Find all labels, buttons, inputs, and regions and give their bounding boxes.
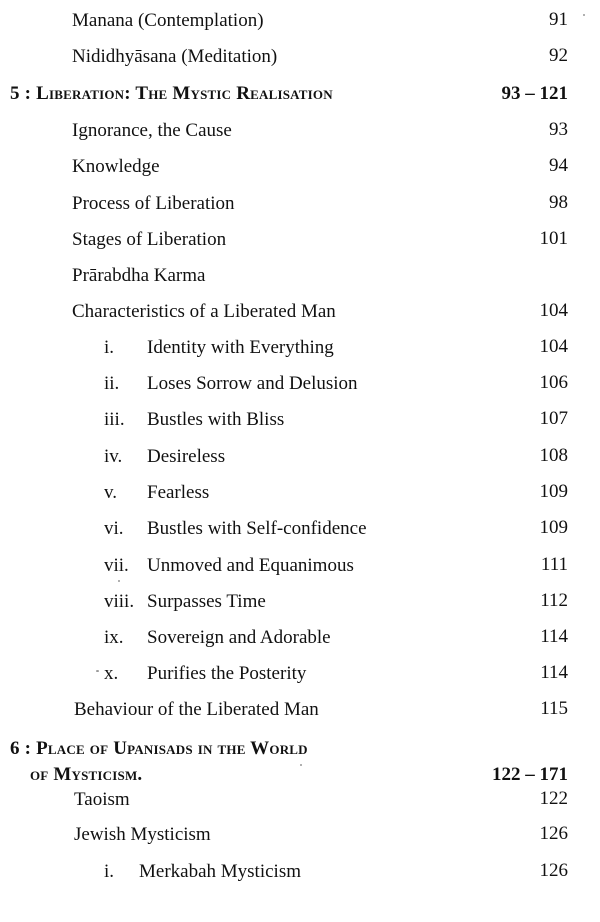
subentry-number: i. xyxy=(104,861,115,882)
toc-entry-page: 122 xyxy=(539,788,568,809)
toc-entry-page: 126 xyxy=(539,823,568,844)
toc-entry-label: Knowledge xyxy=(72,156,160,177)
toc-entry-page: 94 xyxy=(549,155,568,176)
toc-entry-page: 126 xyxy=(539,860,568,881)
toc-entry-page: 112 xyxy=(540,590,568,611)
subentry-number: vi. xyxy=(104,518,124,539)
toc-entry-page: 114 xyxy=(540,662,568,683)
toc-entry-page: 114 xyxy=(540,626,568,647)
toc-entry-page: 93 xyxy=(549,119,568,140)
toc-entry-page: 109 xyxy=(539,517,568,538)
chapter-heading: 6 : Place of Upanisads in the World xyxy=(10,738,308,759)
toc-subentry xyxy=(104,590,266,614)
toc-entry-page: 108 xyxy=(539,445,568,466)
subentry-label: Loses Sorrow and Delusion xyxy=(147,373,358,394)
toc-entry-label: Ignorance, the Cause xyxy=(72,120,232,141)
subentry-label: Bustles with Bliss xyxy=(147,409,285,430)
subentry-number: iii. xyxy=(104,409,125,430)
toc-entry-page: 104 xyxy=(539,336,568,357)
scan-speck xyxy=(583,14,585,16)
subentry-number: x. xyxy=(104,663,119,684)
toc-subentry xyxy=(104,626,331,650)
subentry-label: Merkabah Mysticism xyxy=(139,861,302,882)
toc-entry-label: Process of Liberation xyxy=(72,193,235,214)
scan-speck xyxy=(118,580,120,582)
toc-subentry xyxy=(104,554,354,578)
chapter-heading-continued: of Mysticism. xyxy=(30,764,143,785)
subentry-label: Sovereign and Adorable xyxy=(147,627,331,648)
toc-entry-page: 92 xyxy=(549,45,568,66)
toc-entry-label: Jewish Mysticism xyxy=(74,824,211,845)
toc-entry-page: 111 xyxy=(540,554,568,575)
toc-subentry xyxy=(104,662,306,686)
subentry-number: ii. xyxy=(104,373,120,394)
toc-entry-page: 91 xyxy=(549,9,568,30)
subentry-label: Unmoved and Equanimous xyxy=(147,555,354,576)
toc-entry-label: Prārabdha Karma xyxy=(72,265,206,286)
subentry-label: Fearless xyxy=(147,482,210,503)
toc-subentry xyxy=(104,445,225,469)
chapter-page-range: 122 – 171 xyxy=(492,764,568,785)
subentry-number: ix. xyxy=(104,627,124,648)
chapter-heading: 5 : Liberation: The Mystic Realisation xyxy=(10,83,333,104)
scan-speck xyxy=(96,670,99,672)
toc-entry-label: Characteristics of a Liberated Man xyxy=(72,301,336,322)
scan-speck xyxy=(300,764,302,766)
subentry-label: Purifies the Posterity xyxy=(147,663,307,684)
subentry-number: vii. xyxy=(104,555,129,576)
toc-entry-page: 106 xyxy=(539,372,568,393)
toc-subentry xyxy=(104,517,367,541)
toc-subentry xyxy=(104,336,334,360)
subentry-number: i. xyxy=(104,337,115,358)
toc-entry-page: 98 xyxy=(549,192,568,213)
toc-subentry xyxy=(104,481,209,505)
subentry-label: Bustles with Self-confidence xyxy=(147,518,367,539)
toc-entry-page: 107 xyxy=(539,408,568,429)
subentry-label: Desireless xyxy=(147,446,226,467)
toc-entry-label: Taoism xyxy=(74,789,130,810)
subentry-number: viii. xyxy=(104,591,135,612)
toc-subentry xyxy=(104,372,358,396)
subentry-number: iv. xyxy=(104,446,123,467)
toc-entry-label: Behaviour of the Liberated Man xyxy=(74,699,319,720)
toc-entry-page: 101 xyxy=(539,228,568,249)
toc-entry-label: Nididhyāsana (Meditation) xyxy=(72,46,278,67)
toc-subentry xyxy=(104,408,284,432)
toc-subentry xyxy=(104,860,301,884)
chapter-page-range: 93 – 121 xyxy=(501,83,568,104)
toc-entry-label: Manana (Contemplation) xyxy=(72,10,264,31)
subentry-number: v. xyxy=(104,482,118,503)
toc-entry-page: 115 xyxy=(540,698,568,719)
toc-entry-label: Stages of Liberation xyxy=(72,229,227,250)
toc-entry-page: 109 xyxy=(539,481,568,502)
toc-entry-page: 104 xyxy=(539,300,568,321)
subentry-label: Surpasses Time xyxy=(147,591,266,612)
subentry-label: Identity with Everything xyxy=(147,337,334,358)
